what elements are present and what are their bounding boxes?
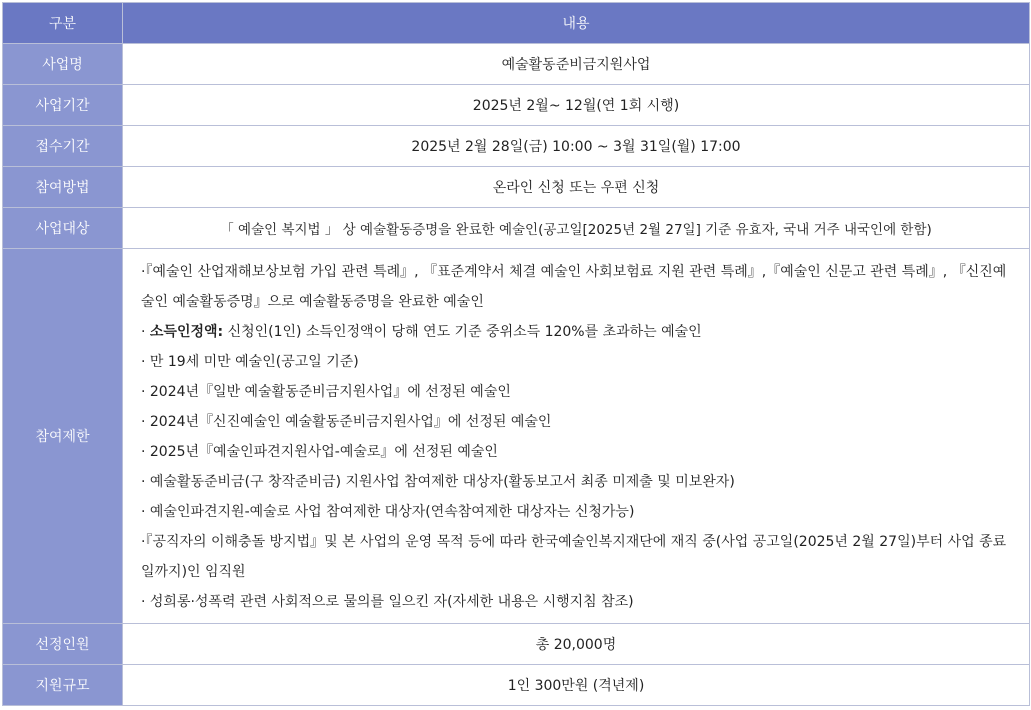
income-label: 소득인정액: bbox=[149, 324, 224, 340]
restriction-item: · 2024년『일반 예술활동준비금지원사업』에 선정된 예술인 bbox=[141, 384, 511, 400]
header-content: 내용 bbox=[123, 3, 1030, 44]
restriction-item: · 만 19세 미만 예술인(공고일 기준) bbox=[141, 354, 359, 370]
row-label-application-method: 참여방법 bbox=[3, 167, 123, 208]
restriction-text: 신청인(1인) 소득인정액이 당해 연도 기준 중위소득 120%를 초과하는 예술인 bbox=[223, 324, 702, 340]
row-value-project-period: 2025년 2월~ 12월(연 1회 시행) bbox=[123, 85, 1030, 126]
table-row-eligibility bbox=[3, 208, 1030, 249]
restriction-item bbox=[141, 317, 1015, 347]
restriction-bullet: · bbox=[141, 324, 150, 340]
restriction-item: · 2024년『신진예술인 예술활동준비금지원사업』에 선정된 예술인 bbox=[141, 414, 552, 430]
row-label-application-period: 접수기간 bbox=[3, 126, 123, 167]
row-label-restrictions: 참여제한 bbox=[3, 249, 123, 624]
row-value-support-scale: 1인 300만원 (격년제) bbox=[123, 665, 1030, 706]
table-row-application-method bbox=[3, 167, 1030, 208]
row-value-application-method: 온라인 신청 또는 우편 신청 bbox=[123, 167, 1030, 208]
table-row-selected-count bbox=[3, 624, 1030, 665]
table-row-restrictions bbox=[3, 249, 1030, 624]
row-label-project-period: 사업기간 bbox=[3, 85, 123, 126]
table-row-support-scale bbox=[3, 665, 1030, 706]
restriction-item: · 2025년『예술인파견지원사업-예술로』에 선정된 예술인 bbox=[141, 444, 498, 460]
row-value-application-period: 2025년 2월 28일(금) 10:00 ~ 3월 31일(월) 17:00 bbox=[123, 126, 1030, 167]
table-row-application-period bbox=[3, 126, 1030, 167]
table-header-row bbox=[3, 3, 1030, 44]
header-category: 구분 bbox=[3, 3, 123, 44]
row-value-selected-count: 총 20,000명 bbox=[123, 624, 1030, 665]
row-label-selected-count: 선정인원 bbox=[3, 624, 123, 665]
row-value-project-name: 예술활동준비금지원사업 bbox=[123, 44, 1030, 85]
row-label-support-scale: 지원규모 bbox=[3, 665, 123, 706]
program-info-table-container bbox=[2, 2, 1029, 706]
row-value-eligibility: 「 예술인 복지법 」 상 예술활동증명을 완료한 예술인(공고일[2025년 2월 27일] 기준 유효자, 국내 거주 내국인에 한함) bbox=[123, 208, 1030, 249]
row-label-project-name: 사업명 bbox=[3, 44, 123, 85]
restriction-item: · 예술활동준비금(구 창작준비금) 지원사업 참여제한 대상자(활동보고서 최종 미제출 및 미보완자) bbox=[141, 474, 735, 490]
table-row-project-name bbox=[3, 44, 1030, 85]
restriction-item: ·『예술인 산업재해보상보험 가입 관련 특례』, 『표준계약서 체결 예술인 사회보험료 지원 관련 특례』,『예술인 신문고 관련 특례』, 『신진예술인 예술활동증명』으로 예술활동증명을 완료한 예술인 bbox=[141, 264, 1007, 310]
restriction-item: · 성희롱·성폭력 관련 사회적으로 물의를 일으킨 자(자세한 내용은 시행지침 참조) bbox=[141, 594, 634, 610]
program-info-table bbox=[2, 2, 1030, 706]
restrictions-list bbox=[123, 249, 1030, 624]
restriction-item: · 예술인파견지원-예술로 사업 참여제한 대상자(연속참여제한 대상자는 신청가능) bbox=[141, 504, 635, 520]
restriction-item: ·『공직자의 이해충돌 방지법』및 본 사업의 운영 목적 등에 따라 한국예술인복지재단에 재직 중(사업 공고일(2025년 2월 27일)부터 사업 종료일까지)인 임직원 bbox=[141, 534, 1007, 580]
row-label-eligibility: 사업대상 bbox=[3, 208, 123, 249]
table-row-project-period bbox=[3, 85, 1030, 126]
